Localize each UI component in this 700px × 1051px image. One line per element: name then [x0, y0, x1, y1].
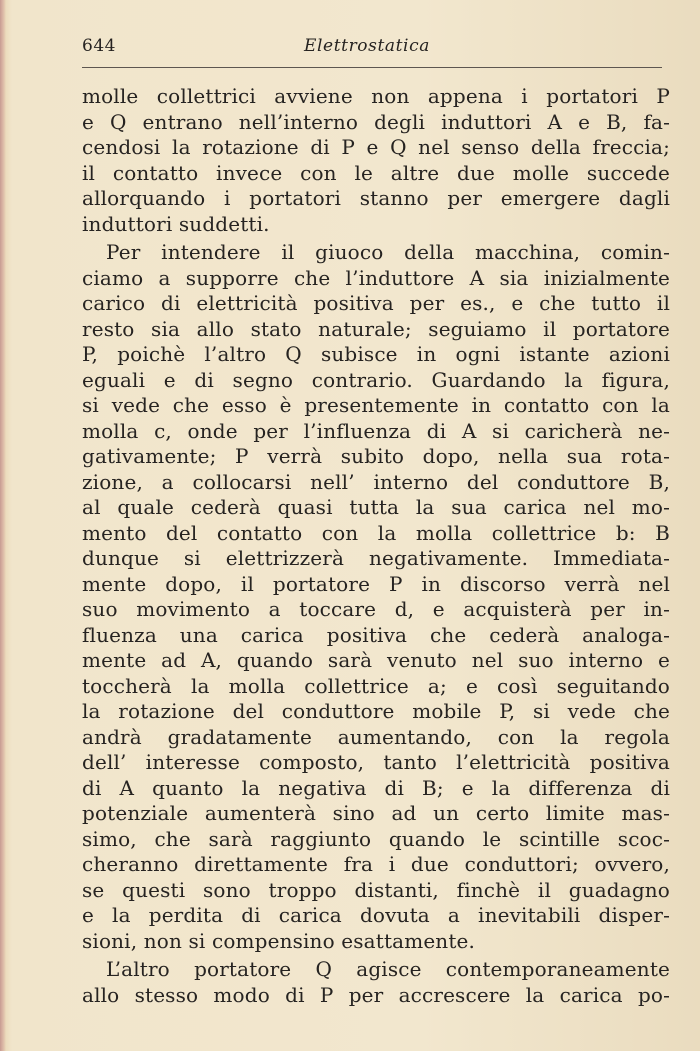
text-line: il contatto invece con le altre due molle succede	[82, 160, 670, 185]
text-line: la rotazione del conduttore mobile P, si vede che	[82, 699, 670, 723]
text-line: dunque si elettrizzerà negativamente. Immediata-	[82, 546, 670, 570]
header-rule	[82, 67, 662, 68]
text-line: induttori suddetti.	[82, 211, 270, 236]
text-line: simo, che sarà raggiunto quando le scintille scoc-	[82, 826, 670, 851]
text-line: dell’ interesse composto, tanto l’elettricità positiva	[82, 750, 670, 774]
text-line: mente dopo, il portatore P in discorso verrà nel	[82, 571, 670, 596]
text-line: toccherà la molla collettrice a; e così seguitando	[82, 673, 670, 698]
text-line: ciamo a supporre che l’induttore A sia inizialmente	[82, 265, 670, 290]
text-line: cendosi la rotazione di P e Q nel senso della freccia;	[82, 135, 670, 159]
text-line: andrà gradatamente aumentando, con la regola	[82, 724, 670, 749]
paragraph-1	[82, 84, 670, 237]
text-line: L’altro portatore Q agisce contemporaneamente	[106, 957, 670, 981]
paragraph-3	[82, 957, 670, 1008]
body-text	[82, 84, 670, 1008]
text-line: resto sia allo stato naturale; seguiamo il portatore	[82, 316, 670, 341]
text-line: mente ad A, quando sarà venuto nel suo interno e	[82, 648, 670, 672]
text-line: e la perdita di carica dovuta a inevitabili disper-	[82, 903, 670, 927]
text-line: si vede che esso è presentemente in contatto con la	[82, 393, 670, 417]
text-line: fluenza una carica positiva che cederà analoga-	[82, 622, 670, 647]
text-line: Per intendere il giuoco della macchina, comin-	[106, 240, 670, 264]
page-header	[82, 36, 670, 64]
text-line: di A quanto la negativa di B; e la differenza di	[82, 775, 670, 800]
text-line: carico di elettricità positiva per es., e che tutto il	[82, 291, 670, 315]
text-line: e Q entrano nell’interno degli induttori A e B, fa-	[82, 109, 670, 134]
text-line: allorquando i portatori stanno per emergere dagli	[82, 186, 670, 210]
text-line: suo movimento a toccare d, e acquisterà per in-	[82, 597, 670, 621]
text-line: cheranno direttamente fra i due conduttori; ovvero,	[82, 852, 670, 876]
text-line: eguali e di segno contrario. Guardando la figura,	[82, 367, 670, 392]
text-line: mento del contatto con la molla collettrice b: B	[82, 520, 670, 545]
text-line: gativamente; P verrà subito dopo, nella sua rota-	[82, 444, 670, 468]
paragraph-2	[82, 240, 670, 954]
running-title: Elettrostatica	[304, 36, 430, 56]
text-line: molle collettrici avviene non appena i portatori P	[82, 84, 670, 108]
text-line: molla c, onde per l’influenza di A si caricherà ne-	[82, 418, 670, 443]
text-line: se questi sono troppo distanti, finchè il guadagno	[82, 877, 670, 902]
text-line: P, poichè l’altro Q subisce in ogni istante azioni	[82, 342, 670, 366]
text-line: allo stesso modo di P per accrescere la carica po-	[82, 982, 670, 1007]
text-line: al quale cederà quasi tutta la sua carica nel mo-	[82, 495, 670, 519]
text-line: zione, a collocarsi nell’ interno del conduttore B,	[82, 469, 670, 494]
text-line: sioni, non si compensino esattamente.	[82, 928, 476, 953]
page-number: 644	[82, 36, 116, 56]
page-edge-shadow	[0, 0, 6, 1051]
text-line: potenziale aumenterà sino ad un certo limite mas-	[82, 801, 670, 825]
